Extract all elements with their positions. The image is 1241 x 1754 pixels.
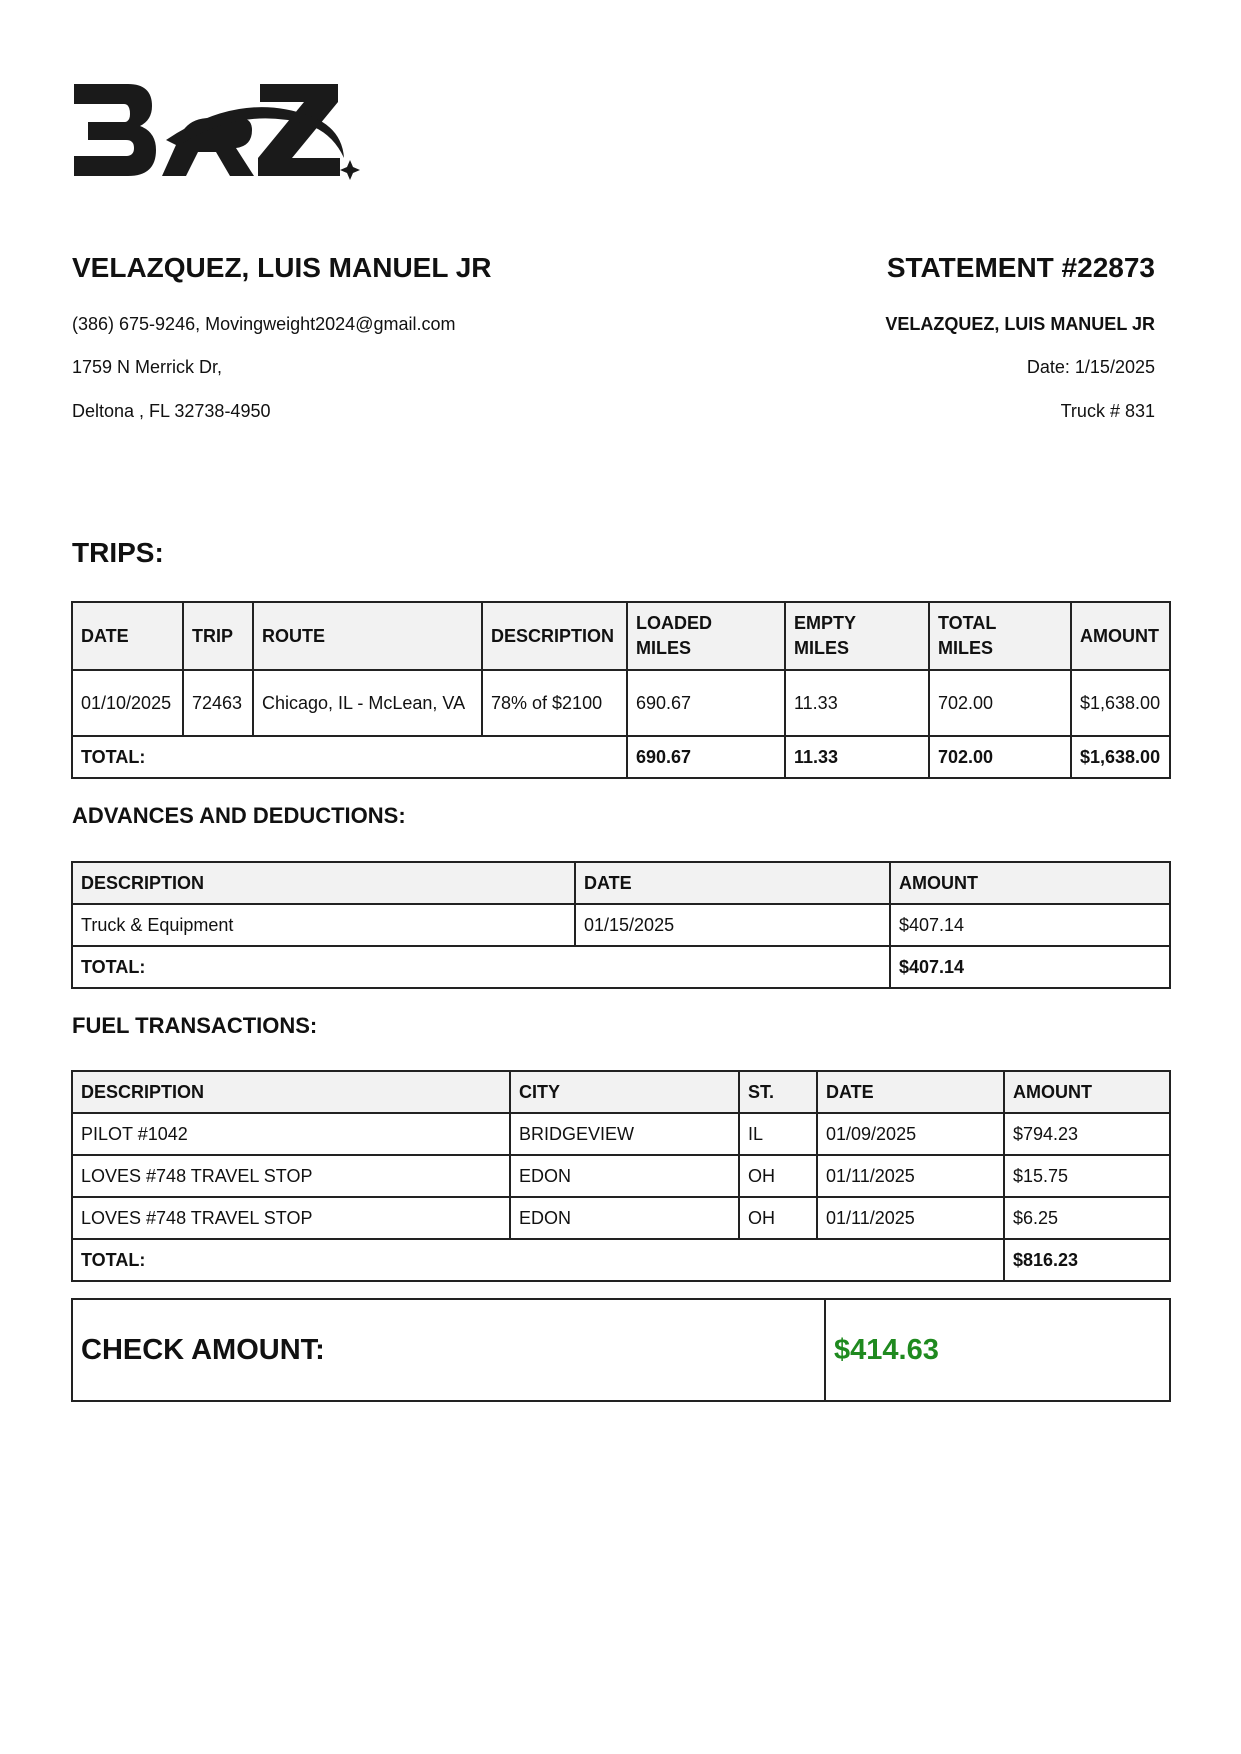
driver-name: VELAZQUEZ, LUIS MANUEL JR <box>72 252 492 283</box>
fuel-city: EDON <box>510 1155 739 1197</box>
trips-header-loaded-miles: LOADED MILES <box>627 602 785 670</box>
fuel-amount: $15.75 <box>1004 1155 1170 1197</box>
company-logo <box>70 76 390 196</box>
fuel-date: 01/09/2025 <box>817 1113 1004 1155</box>
advances-total-amount: $407.14 <box>890 946 1170 988</box>
advance-date: 01/15/2025 <box>575 904 890 946</box>
trip-route: Chicago, IL - McLean, VA <box>253 670 482 736</box>
advance-description: Truck & Equipment <box>72 904 575 946</box>
advances-total-row <box>72 946 1170 988</box>
fuel-header-amount: AMOUNT <box>1004 1071 1170 1113</box>
trips-header-amount: AMOUNT <box>1071 602 1170 670</box>
driver-contact: (386) 675-9246, Movingweight2024@gmail.com <box>72 314 456 334</box>
trips-header-total-miles: TOTAL MILES <box>929 602 1071 670</box>
fuel-total-amount: $816.23 <box>1004 1239 1170 1281</box>
advances-total-label: TOTAL: <box>72 946 890 988</box>
fuel-state: OH <box>739 1155 817 1197</box>
fuel-amount: $794.23 <box>1004 1113 1170 1155</box>
fuel-amount: $6.25 <box>1004 1197 1170 1239</box>
fuel-header-description: DESCRIPTION <box>72 1071 510 1113</box>
fuel-state: IL <box>739 1113 817 1155</box>
driver-address-line2: Deltona , FL 32738-4950 <box>72 401 271 421</box>
advances-header-date: DATE <box>575 862 890 904</box>
statement-driver-name: VELAZQUEZ, LUIS MANUEL JR <box>885 314 1155 334</box>
fuel-date: 01/11/2025 <box>817 1155 1004 1197</box>
fuel-header-state: ST. <box>739 1071 817 1113</box>
advances-header-description: DESCRIPTION <box>72 862 575 904</box>
fuel-table <box>71 1070 1171 1282</box>
fuel-city: BRIDGEVIEW <box>510 1113 739 1155</box>
check-amount-label: CHECK AMOUNT: <box>72 1299 825 1401</box>
advance-amount: $407.14 <box>890 904 1170 946</box>
table-row <box>72 1155 1170 1197</box>
driver-address-line1: 1759 N Merrick Dr, <box>72 357 223 377</box>
trip-date: 01/10/2025 <box>72 670 183 736</box>
trip-empty-miles: 11.33 <box>785 670 929 736</box>
trips-total-empty: 11.33 <box>785 736 929 778</box>
fuel-total-label: TOTAL: <box>72 1239 1004 1281</box>
trips-header-route: ROUTE <box>253 602 482 670</box>
trip-number: 72463 <box>183 670 253 736</box>
trip-amount: $1,638.00 <box>1071 670 1170 736</box>
fuel-date: 01/11/2025 <box>817 1197 1004 1239</box>
fuel-description: LOVES #748 TRAVEL STOP <box>72 1155 510 1197</box>
trips-title: TRIPS: <box>72 537 164 568</box>
table-row <box>72 1197 1170 1239</box>
fuel-city: EDON <box>510 1197 739 1239</box>
advances-header-amount: AMOUNT <box>890 862 1170 904</box>
fuel-title: FUEL TRANSACTIONS: <box>72 1013 318 1038</box>
trips-table <box>71 601 1171 779</box>
table-row <box>72 1113 1170 1155</box>
trips-header-empty-miles: EMPTY MILES <box>785 602 929 670</box>
fuel-description: LOVES #748 TRAVEL STOP <box>72 1197 510 1239</box>
check-amount-box <box>71 1298 1171 1402</box>
check-amount-value: $414.63 <box>825 1299 1170 1401</box>
fuel-total-row <box>72 1239 1170 1281</box>
trips-header-date: DATE <box>72 602 183 670</box>
trips-total-miles: 702.00 <box>929 736 1071 778</box>
fuel-state: OH <box>739 1197 817 1239</box>
trips-header-trip: TRIP <box>183 602 253 670</box>
trip-total-miles: 702.00 <box>929 670 1071 736</box>
fuel-description: PILOT #1042 <box>72 1113 510 1155</box>
statement-truck: Truck # 831 <box>1060 401 1155 421</box>
trips-total-loaded: 690.67 <box>627 736 785 778</box>
fuel-header-date: DATE <box>817 1071 1004 1113</box>
trips-total-label: TOTAL: <box>72 736 627 778</box>
statement-date: Date: 1/15/2025 <box>1026 357 1155 377</box>
table-row <box>72 670 1170 736</box>
trip-description: 78% of $2100 <box>482 670 627 736</box>
advances-table <box>71 861 1171 989</box>
table-row <box>72 904 1170 946</box>
trips-header-description: DESCRIPTION <box>482 602 627 670</box>
trip-loaded-miles: 690.67 <box>627 670 785 736</box>
advances-title: ADVANCES AND DEDUCTIONS: <box>72 803 406 828</box>
trips-total-amount: $1,638.00 <box>1071 736 1170 778</box>
fuel-header-city: CITY <box>510 1071 739 1113</box>
trips-total-row <box>72 736 1170 778</box>
statement-title: STATEMENT #22873 <box>886 252 1155 283</box>
